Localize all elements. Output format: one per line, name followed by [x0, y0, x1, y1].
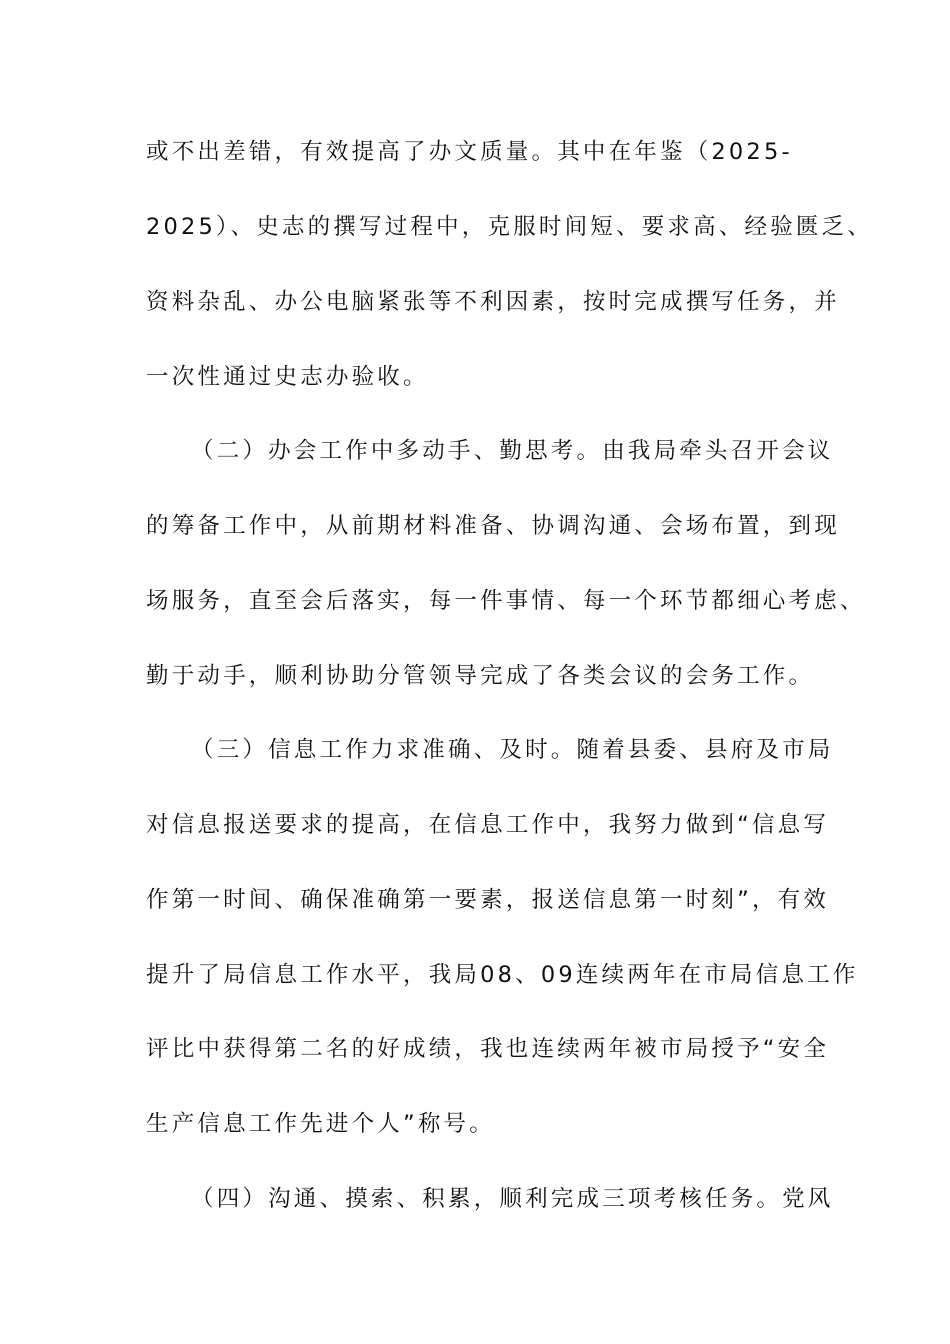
paragraph-start-line: （二）办会工作中多动手、勤思考。由我局牵头召开会议 — [191, 438, 834, 464]
paragraph-start-line: （三）信息工作力求准确、及时。随着县委、县府及市局 — [191, 737, 834, 763]
text-line: 2025）、史志的撰写过程中，克服时间短、要求高、经验匮乏、 — [146, 214, 874, 240]
text-line: 提升了局信息工作水平，我局08、09连续两年在市局信息工作 — [146, 962, 859, 988]
text-line: 或不出差错，有效提高了办文质量。其中在年鉴（2025- — [146, 139, 793, 165]
text-line: 评比中获得第二名的好成绩，我也连续两年被市局授予“安全 — [146, 1036, 830, 1062]
text-line: 勤于动手，顺利协助分管领导完成了各类会议的会务工作。 — [146, 663, 815, 689]
text-line: 场服务，直至会后落实，每一件事情、每一个环节都细心考虑、 — [146, 588, 866, 614]
paragraph-start-line: （四）沟通、摸索、积累，顺利完成三项考核任务。党风 — [191, 1186, 834, 1212]
text-line: 对信息报送要求的提高，在信息工作中，我努力做到“信息写 — [146, 812, 830, 838]
text-line: 生产信息工作先进个人”称号。 — [146, 1111, 495, 1137]
text-line: 作第一时间、确保准确第一要素，报送信息第一时刻”，有效 — [146, 887, 830, 913]
text-line: 的筹备工作中，从前期材料准备、协调沟通、会场布置，到现 — [146, 513, 840, 539]
text-line: 一次性通过史志办验收。 — [146, 364, 429, 390]
text-line: 资料杂乱、办公电脑紧张等不利因素，按时完成撰写任务，并 — [146, 289, 840, 315]
